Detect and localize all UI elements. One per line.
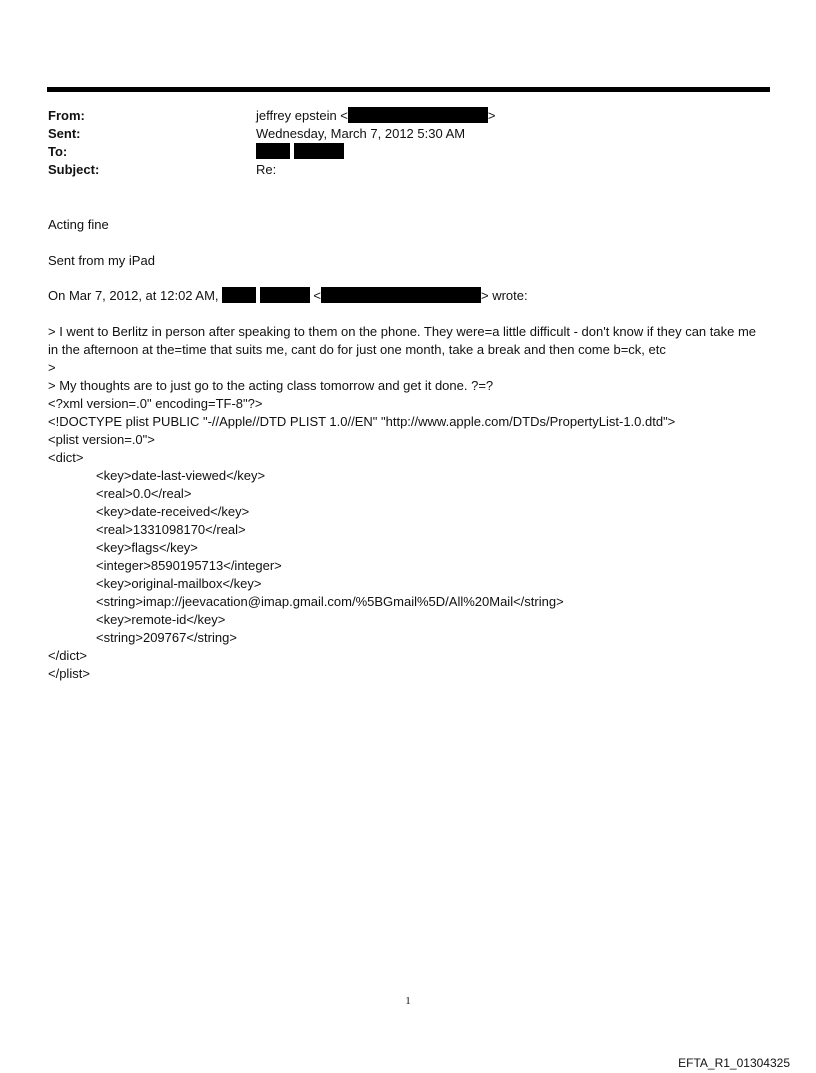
subject-label: Subject: — [48, 162, 100, 177]
xml-line: <plist version=.0"> — [48, 432, 155, 447]
redaction-box — [222, 287, 256, 303]
bates-number: EFTA_R1_01304325 — [678, 1056, 790, 1070]
redaction-box — [256, 143, 290, 159]
from-name: jeffrey epstein < — [256, 108, 348, 123]
from-close: > — [487, 108, 496, 123]
quote-intro-end: > wrote: — [481, 288, 528, 303]
xml-line: <real>1331098170</real> — [96, 522, 246, 537]
quote-intro-start: On Mar 7, 2012, at 12:02 AM, — [48, 288, 219, 303]
from-value — [256, 107, 496, 125]
quoted-paragraph-2: > My thoughts are to just go to the acting class tomorrow and get it done. ?=? — [48, 378, 494, 393]
quoted-paragraph-1: > I went to Berlitz in person after speaking to them on the phone. They were=a little difficult - don't know if they can take me in the afternoon at the=time that suits me, cant do for just one month, take a break and then come b=ck, etc — [48, 324, 757, 357]
to-value — [256, 143, 344, 161]
xml-line: <string>209767</string> — [96, 630, 237, 645]
xml-line: <string>imap://jeevacation@imap.gmail.com/%5BGmail%5D/All%20Mail</string> — [96, 594, 564, 609]
page-number: 1 — [405, 995, 411, 1007]
xml-line: </dict> — [48, 648, 88, 663]
signature-text: Sent from my iPad — [48, 253, 155, 268]
xml-line: <key>flags</key> — [96, 540, 198, 555]
redaction-box — [348, 107, 488, 123]
reply-text: Acting fine — [48, 217, 109, 232]
xml-line: <key>date-last-viewed</key> — [96, 468, 266, 483]
xml-line: </plist> — [48, 666, 90, 681]
redaction-box — [321, 287, 481, 303]
xml-line: <?xml version=.0" encoding=TF-8"?> — [48, 396, 263, 411]
quote-intro — [48, 287, 528, 305]
sent-label: Sent: — [48, 126, 81, 141]
xml-line: <key>remote-id</key> — [96, 612, 226, 627]
xml-line: <dict> — [48, 450, 84, 465]
redaction-box — [294, 143, 344, 159]
header-rule — [47, 87, 770, 92]
to-label: To: — [48, 144, 68, 159]
xml-line: <key>date-received</key> — [96, 504, 250, 519]
quote-intro-lt: < — [313, 288, 322, 303]
quoted-blank: > — [48, 360, 56, 375]
xml-line: <key>original-mailbox</key> — [96, 576, 262, 591]
redaction-box — [260, 287, 310, 303]
sent-value: Wednesday, March 7, 2012 5:30 AM — [256, 126, 466, 141]
subject-value: Re: — [256, 162, 277, 177]
from-label: From: — [48, 108, 85, 123]
xml-line: <!DOCTYPE plist PUBLIC "-//Apple//DTD PLIST 1.0//EN" "http://www.apple.com/DTDs/PropertyList-1.0.dtd"> — [48, 414, 676, 429]
xml-line: <real>0.0</real> — [96, 486, 192, 501]
xml-line: <integer>8590195713</integer> — [96, 558, 282, 573]
